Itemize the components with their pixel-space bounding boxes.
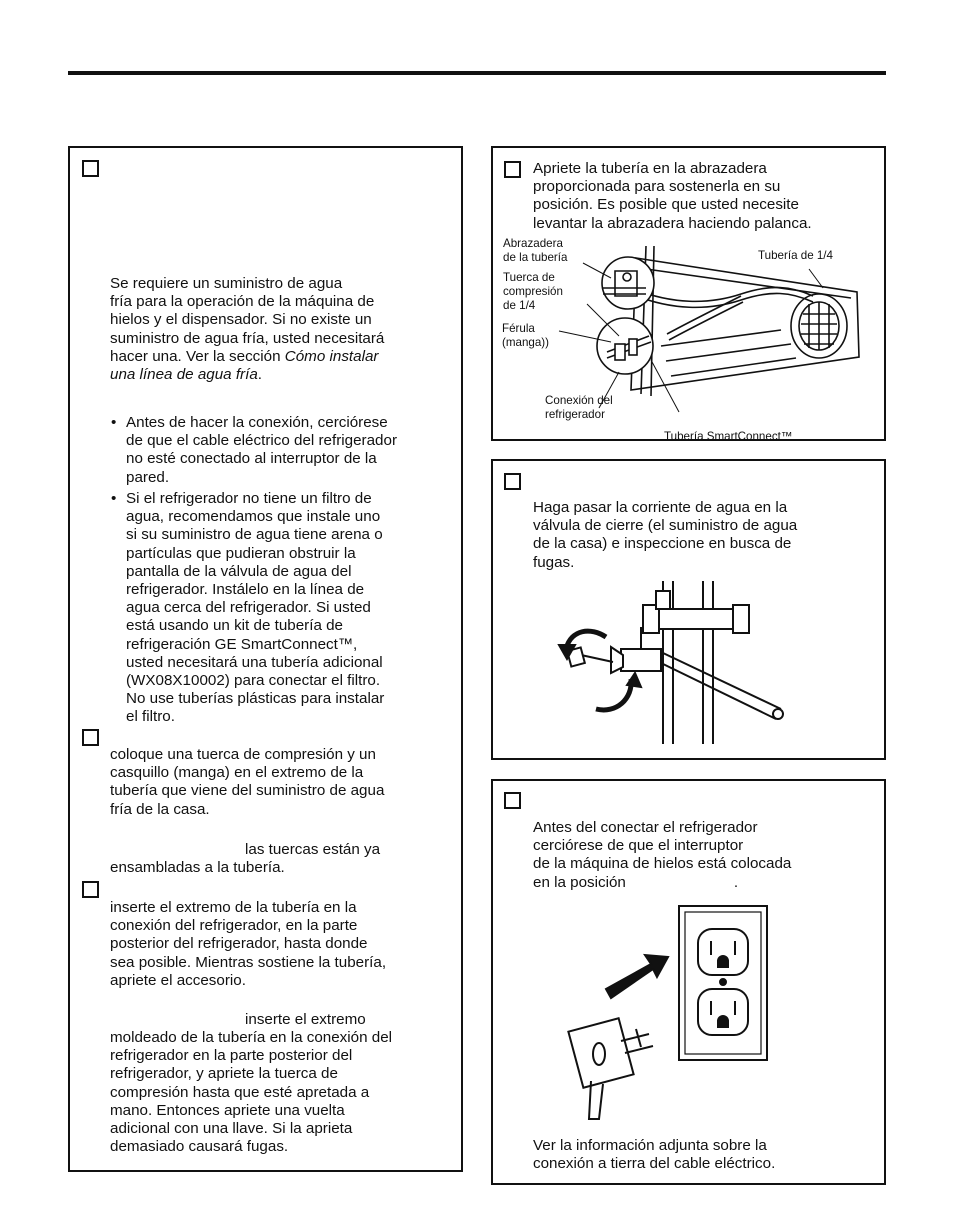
supply-paragraph: Se requiere un suministro de agua fría para la operación de la máquina de hielos y el dispensador. Si no existe un suministro de agua fría, usted necesitará hacer una. Ver la sección Cómo instalar una línea de agua fría. xyxy=(110,275,385,384)
label-ferrule: Férula (manga)) xyxy=(502,322,550,349)
wall-outlet-diagram xyxy=(491,779,886,1185)
step2-checkbox[interactable] xyxy=(82,729,99,746)
clamp-text: Apriete la tubería en la abrazadera proporcionada para sostenerla en su posición. Es posible que usted necesite levantar la abrazadera haciendo palanca. xyxy=(533,160,812,232)
water-text: Haga pasar la corriente de agua en la válvula de cierre (el suministro de agua de la casa) e inspeccione en busca de fugas. xyxy=(533,499,798,571)
label-tubing-quarter: Tubería de 1/4 xyxy=(758,249,833,262)
step2-text: coloque una tuerca de compresión y un casquillo (manga) en el extremo de la tubería que viene del suministro de agua fría de la casa. xyxy=(110,746,385,818)
label-smartconnect: Tubería SmartConnect™ xyxy=(664,430,793,443)
label-connection: Conexión del refrigerador xyxy=(545,394,613,421)
step2-note-line1: las tuercas están ya xyxy=(245,841,381,858)
step2-note-line2: ensambladas a la tubería. xyxy=(110,859,285,876)
label-nut: Tuerca de compresión de 1/4 xyxy=(503,271,563,312)
top-rule xyxy=(68,71,886,75)
step3-b-first: inserte el extremo xyxy=(245,1011,366,1028)
label-clamp: Abrazadera de la tubería xyxy=(503,237,568,264)
bullet-filter: • Si el refrigerador no tiene un filtro de agua, recomendamos que instale uno si su suministro de agua tiene arena o partículas que pudieran obstruir la pantalla de la válvula de agua del refrigerador. Instálelo en la línea de agua cerca del refrigerador. Si usted está usando un kit de tubería de refrigeración GE SmartConnect™, usted necesitará una tubería adicional (WX08X10002) para conectar el filtro. No use tuberías plásticas para instalar el filtro. xyxy=(111,490,385,726)
step1-checkbox[interactable] xyxy=(82,160,99,177)
step3-text: inserte el extremo de la tubería en la conexión del refrigerador, en la parte posterior del refrigerador, hasta donde sea posible. Mientras sostiene la tubería, apriete el accesorio. xyxy=(110,899,387,989)
plug-footer: Ver la información adjunta sobre la conexión a tierra del cable eléctrico. xyxy=(533,1137,776,1173)
plug-text: Antes del conectar el refrigerador cerciórese de que el interruptor de la máquina de hielos está colocada en la posición . xyxy=(533,819,792,891)
bullet-unplug: • Antes de hacer la conexión, cerciórese de que el cable eléctrico del refrigerador no esté conectado al interruptor de la pared. xyxy=(111,414,398,486)
step3-checkbox[interactable] xyxy=(82,881,99,898)
shutoff-valve-diagram xyxy=(491,459,886,760)
step3-b-text: moldeado de la tubería en la conexión del refrigerador en la parte posterior del refrigerador, y apriete la tuerca de compresión hasta que esté apretada a mano. Entonces apriete una vuelta adicional con una llave. Si la aprieta demasiado causará fugas. xyxy=(110,1029,393,1156)
